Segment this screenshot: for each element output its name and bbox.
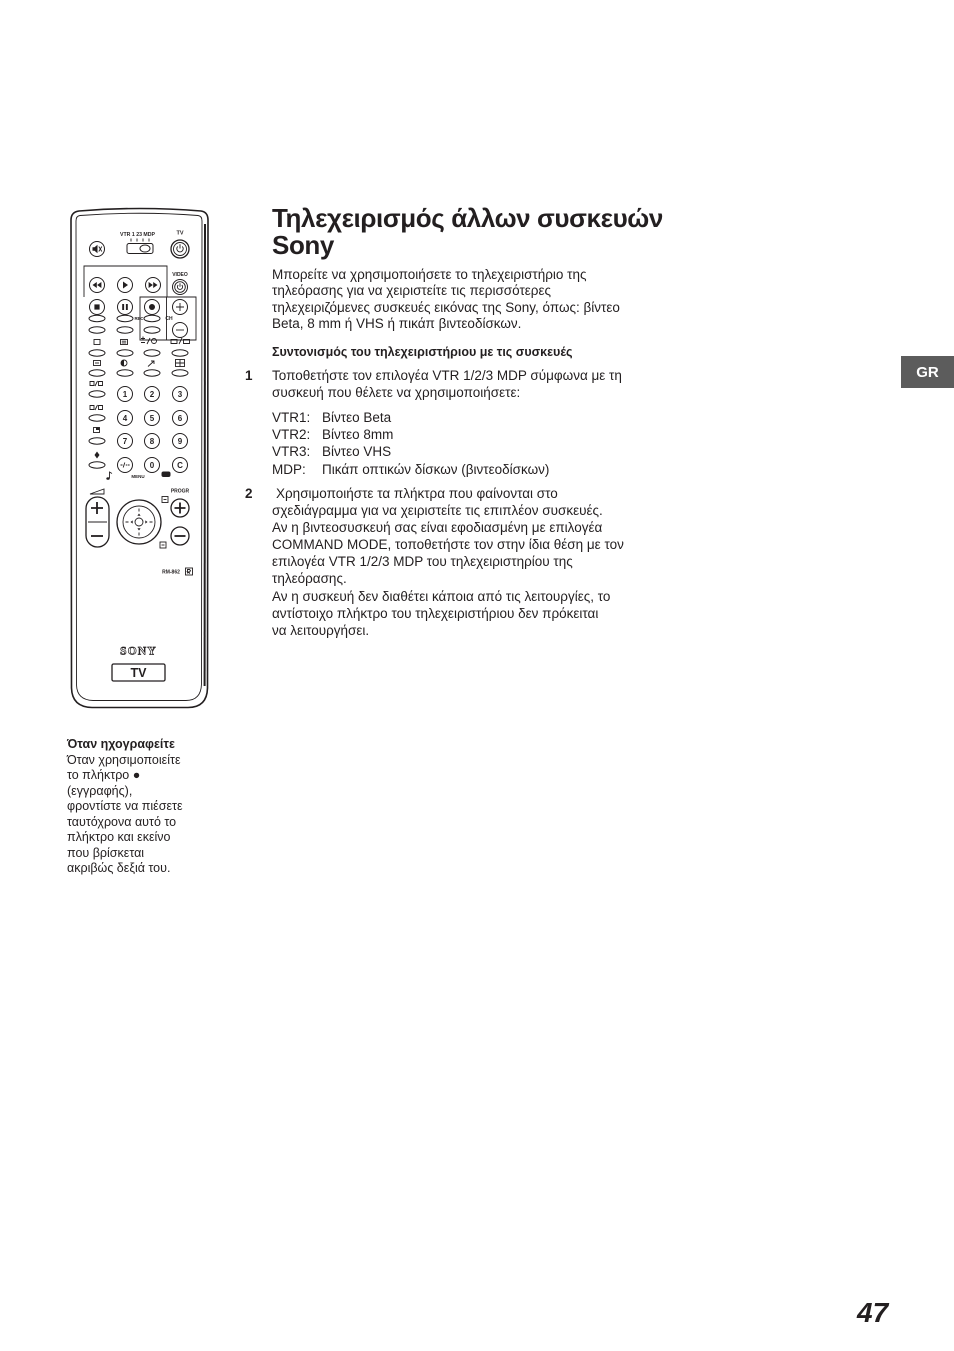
note-line: (εγγραφής), (67, 783, 133, 798)
key-label: C (177, 460, 183, 470)
small-button (89, 350, 105, 356)
number-key-5 (145, 411, 160, 426)
mode-key: VTR2: (272, 427, 311, 443)
channel-up-button (173, 300, 188, 315)
small-button (89, 370, 105, 376)
page-number: 47 (857, 1297, 889, 1328)
digit-mode-button (118, 458, 133, 473)
ch-label: CH (165, 316, 173, 322)
step-2-line: COMMAND MODE, τοποθετήστε τον στην ίδια θέση με τον (272, 537, 624, 553)
intro-line: τηλεόρασης για να χειριστείτε τις περισσότερες (272, 283, 552, 299)
volume-rocker (86, 497, 109, 547)
note-heading: Όταν ηχογραφείτε (67, 737, 175, 751)
title-line: Τηλεχειρισμός άλλων συσκευών (272, 203, 663, 233)
small-button (144, 350, 160, 356)
step-2-line: Αν η βιντεοσυσκευή σας είναι εφοδιασμένη με επιλογέα (272, 520, 603, 536)
intro-line: τηλεχειριζόμενες συσκευές εικόνας της Sony, όπως: βίντεο (272, 299, 620, 315)
title-line: Sony (272, 230, 334, 260)
small-button (144, 370, 160, 376)
pause-button (118, 300, 133, 315)
note-line: ταυτόχρονα αυτό το (67, 814, 177, 829)
step-2-line: να λειτουργήσει. (272, 622, 370, 638)
record-button (145, 300, 160, 315)
section-heading: Συντονισμός του τηλεχειριστήριου με τις συσκευές (272, 345, 573, 359)
program-up-button (171, 499, 189, 517)
step-2-text (272, 485, 624, 639)
number-key-6 (173, 411, 188, 426)
step-2-number: 2 (245, 486, 253, 501)
page-title (272, 205, 663, 259)
number-key-1 (118, 387, 133, 402)
key-label: 2 (149, 389, 155, 399)
number-key-0 (145, 458, 160, 473)
language-tab: GR (901, 356, 954, 388)
mode-key: MDP: (272, 461, 306, 477)
record-icon (149, 304, 155, 310)
note-line: που βρίσκεται (67, 845, 145, 860)
model-label: RM-862 (162, 569, 180, 576)
note-line: Όταν χρησιμοποιείτε (67, 752, 181, 767)
remote-control-illustration (60, 200, 220, 720)
step-1-number: 1 (245, 368, 253, 383)
step-2-line: Αν η συσκευή δεν διαθέτει κάποια από τις λειτουργίες, το (272, 588, 611, 604)
selector-modes-list (272, 409, 549, 478)
step-1-text (272, 367, 622, 401)
number-key-3 (173, 387, 188, 402)
mode-value: Πικάπ οπτικών δίσκων (βιντεοδίσκων) (322, 461, 550, 477)
mute-button (90, 242, 105, 257)
sony-logo: SONY (120, 645, 157, 658)
key-label: 8 (149, 436, 155, 446)
step-1-line: Τοποθετήστε τον επιλογέα VTR 1/2/3 MDP σύμφωνα με τη (272, 368, 622, 383)
small-button (89, 415, 105, 421)
intro-line: Beta, 8 mm ή VHS ή πικάπ βιντεοδίσκων. (272, 315, 522, 331)
number-key-8 (145, 434, 160, 449)
small-button (144, 315, 160, 321)
key-label: 9 (177, 436, 183, 446)
key-label: 0 (149, 460, 155, 470)
tv-badge (112, 664, 165, 681)
tv-power-button (171, 240, 189, 258)
clear-key (173, 458, 188, 473)
small-button (172, 350, 188, 356)
key-label: 7 (122, 436, 128, 446)
mode-row (272, 443, 549, 460)
number-key-4 (118, 411, 133, 426)
menu-label: MENU (131, 474, 145, 479)
selector-knob (140, 245, 150, 252)
stop-icon (94, 304, 99, 309)
fast-forward-button (146, 278, 161, 293)
step-2-line: αντίστοιχο πλήκτρο του τηλεχειριστήριου δεν πρόκειται (272, 605, 599, 621)
note-line: ακριβώς δεξιά του. (67, 861, 171, 875)
key-label: 5 (149, 413, 155, 423)
small-button (89, 315, 105, 321)
step-2-line: τηλεόρασης. (272, 571, 347, 587)
small-button (89, 462, 105, 468)
mode-value: Βίντεο 8mm (322, 427, 394, 443)
small-button (89, 438, 105, 444)
mode-row (272, 409, 549, 426)
key-label: 4 (122, 413, 128, 423)
selector-label: VTR 1 23 MDP (120, 232, 155, 238)
small-button (117, 327, 133, 333)
small-button (117, 315, 133, 321)
number-key-2 (145, 387, 160, 402)
mode-key: VTR3: (272, 444, 311, 460)
key-label: 3 (177, 389, 183, 399)
play-button (118, 278, 133, 293)
tv-badge-label: TV (130, 666, 147, 680)
joystick (117, 500, 161, 544)
key-label: 1 (122, 389, 128, 399)
small-button (89, 391, 105, 397)
intro-paragraph (272, 267, 620, 332)
menu-button (162, 472, 171, 478)
video-label: VIDEO (172, 272, 188, 278)
progr-label: PROGR (170, 488, 190, 495)
rec-label: REC (134, 316, 144, 321)
note-body (67, 753, 183, 877)
small-button (117, 350, 133, 356)
stop-button (90, 300, 105, 315)
number-key-7 (118, 434, 133, 449)
small-button (172, 370, 188, 376)
intro-line: Μπορείτε να χρησιμοποιήσετε το τηλεχειριστήριο της (272, 267, 587, 282)
key-label: 6 (177, 413, 183, 423)
recording-note (67, 737, 183, 877)
number-key-9 (173, 434, 188, 449)
step-2-line: επιλογέα VTR 1/2/3 MDP του τηλεχειριστηρίου της (272, 554, 573, 570)
mode-row (272, 461, 549, 478)
mode-value: Βίντεο VHS (322, 444, 392, 460)
video-power-button (173, 280, 188, 295)
rewind-button (90, 278, 105, 293)
channel-down-button (173, 323, 188, 338)
note-line: φροντίστε να πιέσετε (67, 799, 183, 813)
step-1-line: συσκευή που θέλετε να χρησιμοποιήσετε: (272, 385, 521, 401)
note-line: πλήκτρο και εκείνο (67, 830, 171, 844)
note-line: το πλήκτρο ● (67, 768, 141, 782)
mode-row (272, 426, 549, 443)
small-button (89, 327, 105, 333)
mode-key: VTR1: (272, 410, 311, 425)
step-2-line: Χρησιμοποιήστε τα πλήκτρα που φαίνονται στο (276, 486, 558, 501)
mode-value: Βίντεο Beta (322, 410, 392, 425)
tv-label: TV (176, 230, 184, 237)
program-down-button (171, 527, 189, 545)
small-button (144, 327, 160, 333)
small-button (117, 370, 133, 376)
step-2-line: σχεδιάγραμμα για να χειριστείτε τις επιπλέον συσκευές. (272, 503, 603, 519)
